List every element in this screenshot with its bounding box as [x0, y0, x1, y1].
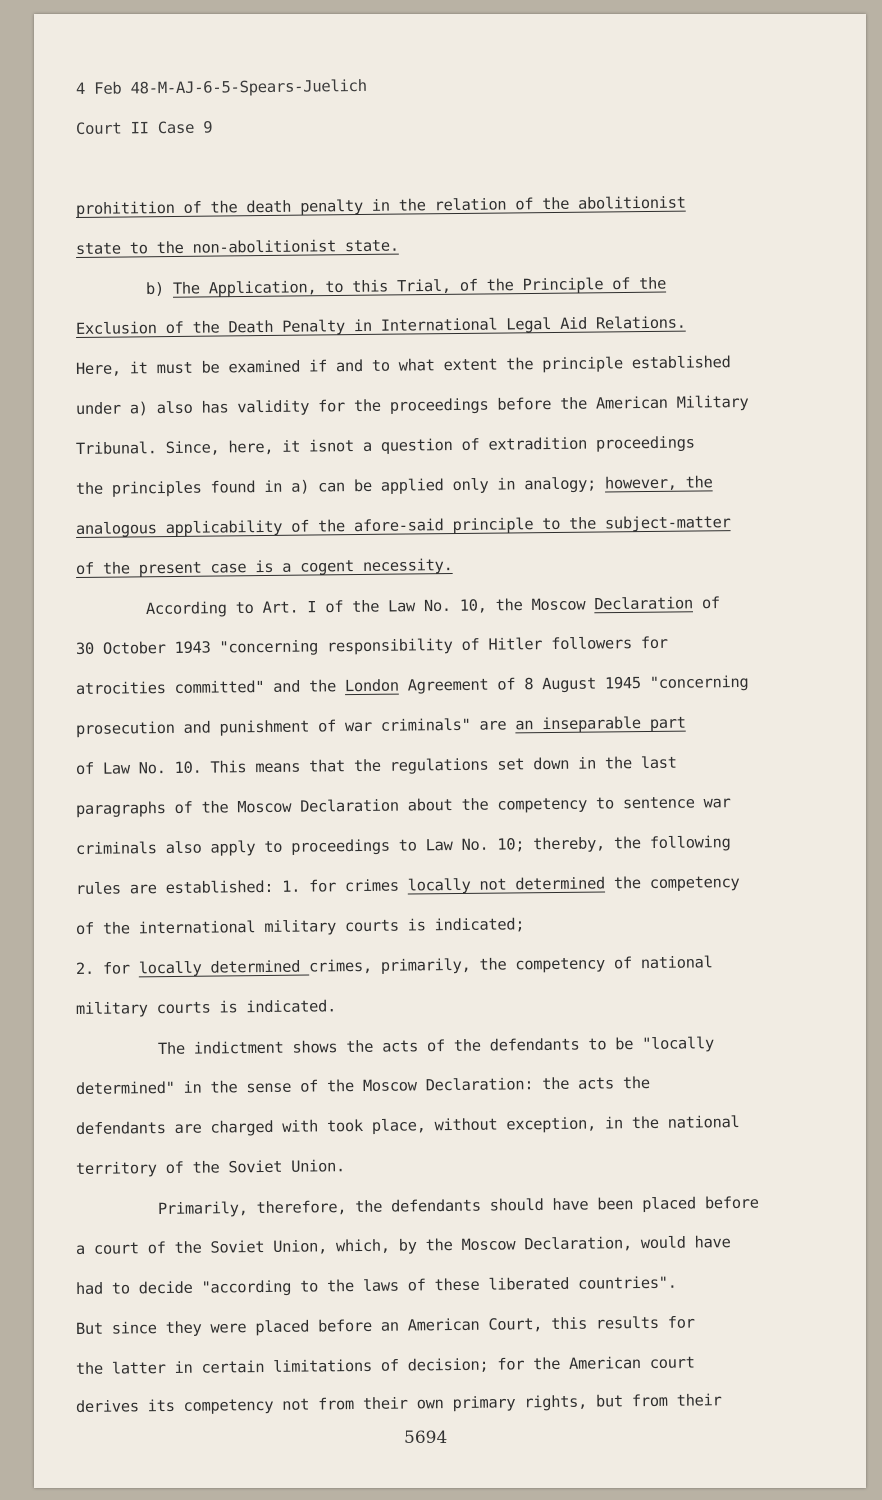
body-line: the latter in certain limitations of decision; for the American court: [75, 1353, 695, 1378]
body-line: 30 October 1943 "concerning responsibility of Hitler followers for: [75, 633, 668, 658]
document-page: [34, 14, 866, 1488]
body-line: prohitition of the death penalty in the relation of the abolitionist: [75, 193, 686, 218]
body-line: 2. for locally determined crimes, primarily, the competency of national: [75, 953, 713, 978]
body-line: b) The Application, to this Trial, of the Principle of the: [145, 274, 667, 298]
body-line: atrocities committed" and the London Agreement of 8 August 1945 "concerning: [75, 672, 749, 698]
body-line: of the present case is a cogent necessity.: [75, 556, 453, 578]
body-line: under a) also has validity for the proceedings before the American Military: [75, 392, 749, 418]
body-line: had to decide "according to the laws of these liberated countries".: [75, 1273, 677, 1298]
body-line: criminals also apply to proceedings to Law No. 10; thereby, the following: [75, 833, 731, 858]
body-line: Exclusion of the Death Penalty in International Legal Aid Relations.: [75, 313, 686, 338]
body-line: Tribunal. Since, here, it isnot a question of extradition proceedings: [75, 433, 695, 458]
body-line: rules are established: 1. for crimes locally not determined the competency: [75, 873, 740, 898]
body-line: territory of the Soviet Union.: [75, 1157, 346, 1178]
body-line: defendants are charged with took place, without exception, in the national: [75, 1113, 740, 1138]
body-line: determined" in the sense of the Moscow Declaration: the acts the: [75, 1073, 650, 1098]
body-line: Here, it must be examined if and to what extent the principle established: [75, 353, 731, 378]
body-line: state to the non-abolitionist state.: [75, 236, 399, 258]
body-line: a court of the Soviet Union, which, by the Moscow Declaration, would have: [75, 1233, 731, 1258]
body-line: of the international military courts is indicated;: [75, 915, 525, 938]
body-line: military courts is indicated.: [75, 997, 337, 1018]
page-number: 5694: [404, 1428, 448, 1448]
body-line: But since they were placed before an American Court, this results for: [75, 1313, 695, 1338]
body-line: prosecution and punishment of war criminals" are an inseparable part: [75, 713, 686, 738]
body-line: Primarily, therefore, the defendants should have been placed before: [157, 1193, 759, 1218]
body-line: the principles found in a) can be applied only in analogy; however, the: [75, 473, 713, 498]
body-line: According to Art. I of the Law No. 10, the Moscow Declaration of: [145, 593, 720, 618]
body-line: of Law No. 10. This means that the regulations set down in the last: [75, 753, 677, 778]
body-line: The indictment shows the acts of the defendants to be "locally: [157, 1034, 714, 1058]
body-line: paragraphs of the Moscow Declaration about the competency to sentence war: [75, 793, 731, 818]
body-line: derives its competency not from their own primary rights, but from their: [75, 1391, 722, 1416]
header-line-1: 4 Feb 48-M-AJ-6-5-Spears-Juelich: [75, 76, 367, 98]
body-line: analogous applicability of the afore-said principle to the subject-matter: [75, 513, 731, 538]
header-line-2: Court II Case 9: [75, 118, 213, 138]
